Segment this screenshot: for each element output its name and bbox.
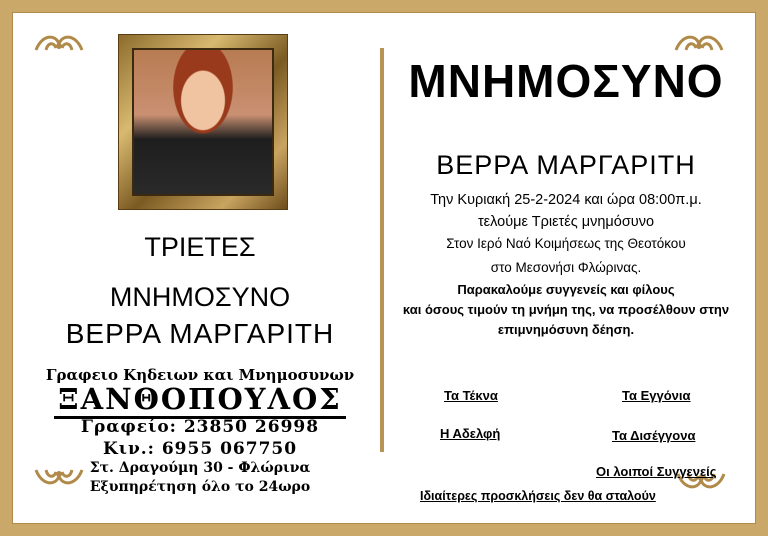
service-hours: Εξυπηρέτηση όλο το 24ωρο — [89, 479, 311, 495]
signature-other-relatives: Οι λοιποί Συγγενείς — [596, 464, 717, 479]
vertical-divider — [380, 48, 384, 452]
funeral-home-brand — [30, 382, 370, 416]
right-deceased-name: ΒΕΡΡΑ ΜΑΡΓΑΡΙΤΗ — [436, 150, 696, 180]
portrait-photo — [132, 48, 274, 196]
left-heading-mnimosyno: ΜΝΗΜΟΣΥΝΟ — [109, 282, 291, 312]
office-address: Στ. Δραγούμη 30 - Φλώρινα — [89, 460, 311, 476]
left-deceased-name: ΒΕΡΡΑ ΜΑΡΓΑΡΙΤΗ — [65, 318, 335, 349]
announcement-line: Την Κυριακή 25-2-2024 και ώρα 08:00π.μ. — [430, 192, 702, 208]
signature-children: Τα Τέκνα — [444, 388, 498, 403]
funeral-office-label: Γραφειο Κηδειων και Μνημοσυνων — [45, 366, 355, 384]
announcement-line: Στον Ιερό Ναό Κοιμήσεως της Θεοτόκου — [446, 236, 686, 251]
office-phone: Γραφείο: 23850 26998 — [80, 417, 320, 437]
invitation-line: επιμνημόσυνη δέηση. — [497, 322, 635, 337]
announcement-line: στο Μεσονήσι Φλώρινας. — [490, 260, 642, 275]
mobile-phone: Κιν.: 6955 067750 — [102, 439, 298, 459]
signature-great-grandchildren: Τα Δισέγγονα — [612, 428, 696, 443]
memorial-title: ΜΝΗΜΟΣΥΝΟ — [408, 55, 724, 107]
invitation-line: Παρακαλούμε συγγενείς και φίλους — [457, 282, 675, 297]
flourish-ornament-icon — [32, 30, 86, 58]
signature-sister: Η Αδελφή — [440, 426, 501, 441]
left-heading-trietes: ΤΡΙΕΤΕΣ — [144, 232, 256, 262]
invitation-line: και όσους τιμούν τη μνήμη της, να προσέλθουν στην — [402, 302, 730, 317]
brand-text: ΞΑΝΘΟΠΟΥΛΟΣ — [54, 382, 346, 419]
photo-frame — [118, 34, 288, 210]
signature-grandchildren: Τα Εγγόνια — [622, 388, 691, 403]
announcement-line: τελούμε Τριετές μνημόσυνο — [477, 214, 655, 230]
no-invitations-note: Ιδιαίτερες προσκλήσεις δεν θα σταλούν — [420, 489, 656, 503]
